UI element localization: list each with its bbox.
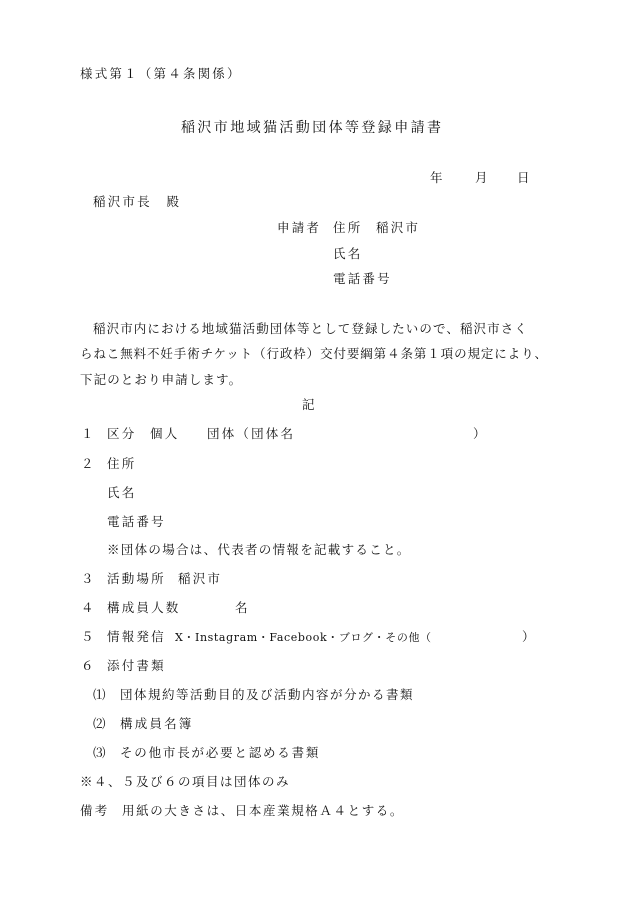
ki-heading: 記 [302, 397, 315, 412]
item4-number: ４ [81, 600, 94, 615]
attachment-2-text: 構成員名簿 [120, 716, 194, 731]
item6-label: 添付書類 [107, 658, 166, 673]
item1-option-group: 団体（団体名 [207, 426, 296, 441]
date-month: 月 [475, 170, 488, 185]
remarks-label: 備考 [80, 803, 110, 818]
attachment-1-number: ⑴ [93, 687, 106, 702]
item1-label: 区分 [107, 426, 137, 441]
item5-label: 情報発信 [107, 629, 166, 644]
body-line-1: 稲沢市内における地域猫活動団体等として登録したいので、稲沢市さく [93, 321, 528, 336]
item2-address-label: 住所 [107, 456, 137, 471]
item2-phone-label: 電話番号 [107, 514, 166, 529]
attachment-3-text: その他市長が必要と認める書類 [120, 745, 321, 760]
addressee: 稲沢市長 殿 [93, 194, 182, 209]
item2-name-label: 氏名 [107, 485, 137, 500]
date-year: 年 [430, 170, 443, 185]
item2-note: ※団体の場合は、代表者の情報を記載すること。 [107, 542, 411, 557]
item5-number: ５ [81, 629, 94, 644]
item3-label: 活動場所 [107, 571, 166, 586]
remarks-text: 用紙の大きさは、日本産業規格Ａ４とする。 [122, 803, 405, 818]
item1-option-individual: 個人 [150, 426, 180, 441]
item4-label: 構成員人数 [107, 600, 181, 615]
item5-close-paren: ） [522, 629, 535, 644]
form-number: 様式第１（第４条関係） [80, 66, 242, 81]
applicant-address-label: 住所 [333, 220, 363, 235]
applicant-name-label: 氏名 [333, 246, 363, 261]
item1-number: １ [81, 426, 94, 441]
form-title: 稲沢市地域猫活動団体等登録申請書 [181, 120, 444, 136]
date-day: 日 [517, 170, 530, 185]
body-line-2: らねこ無料不妊手術チケット（行政枠）交付要綱第４条第１項の規定により、 [80, 346, 548, 361]
body-line-3: 下記のとおり申請します。 [80, 372, 243, 387]
item4-unit: 名 [235, 600, 248, 615]
item5-options: X・Instagram・Facebook・ブログ・その他（ [175, 631, 432, 644]
applicant-address-value: 稲沢市 [376, 220, 421, 235]
attachment-1-text: 団体規約等活動目的及び活動内容が分かる書類 [120, 687, 415, 702]
item3-value: 稲沢市 [178, 571, 223, 586]
item6-number: ６ [81, 658, 94, 673]
item3-number: ３ [81, 571, 94, 586]
applicant-phone-label: 電話番号 [333, 271, 392, 286]
footnote: ※４、５及び６の項目は団体のみ [80, 774, 291, 789]
attachment-3-number: ⑶ [93, 745, 106, 760]
item2-number: ２ [81, 456, 94, 471]
applicant-label: 申請者 [277, 220, 322, 235]
attachment-2-number: ⑵ [93, 716, 106, 731]
item1-close-paren: ） [473, 426, 486, 441]
